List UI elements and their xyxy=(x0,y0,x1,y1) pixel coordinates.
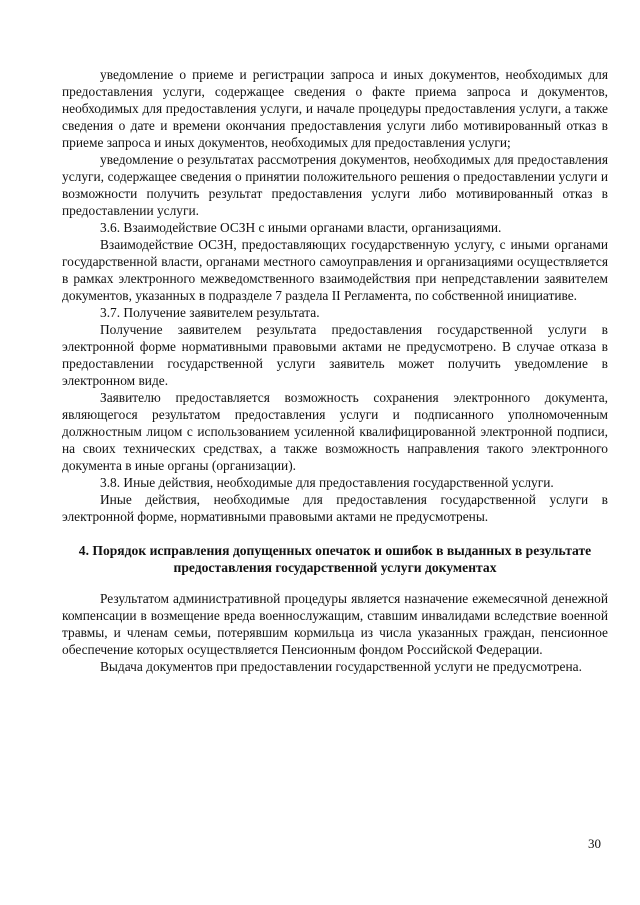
document-page xyxy=(62,66,608,675)
paragraph-save-document: Заявителю предоставляется возможность сохранения электронного документа, являющегося результатом предоставления услуги и подписанного уполномоченным должностным лицом с использованием усиленной квалифицированной электронной подписи, на своих технических средствах, а также возможность направления такого электронного документа в иные органы (организации). xyxy=(62,390,608,473)
subsection-3-7-title: 3.7. Получение заявителем результата. xyxy=(100,305,320,320)
subsection-3-8-title: 3.8. Иные действия, необходимые для предоставления государственной услуги. xyxy=(100,475,554,490)
subsection-3-6-title: 3.6. Взаимодействие ОСЗН с иными органами власти, организациями. xyxy=(100,220,502,235)
paragraph-procedure-result: Результатом административной процедуры является назначение ежемесячной денежной компенсации в возмещение вреда военнослужащим, ставшим инвалидами вследствие военной травмы, и членам семьи, потерявшим кормильца из числа указанных граждан, пенсионное обеспечение которых осуществляется Пенсионным фондом Российской Федерации. xyxy=(62,591,608,657)
paragraph-result-receipt: Получение заявителем результата предоставления государственной услуги в электронной форме нормативными правовыми актами не предусмотрено. В случае отказа в предоставлении государственной услуги заявитель может получить уведомление в электронном виде. xyxy=(62,322,608,388)
section-4-heading: 4. Порядок исправления допущенных опечаток и ошибок в выданных в результате предоставления государственной услуги документах xyxy=(78,543,592,575)
paragraph-document-issuance: Выдача документов при предоставлении государственной услуги не предусмотрена. xyxy=(100,659,582,674)
paragraph-notice-results: уведомление о результатах рассмотрения документов, необходимых для предоставления услуги, содержащее сведения о принятии положительного решения о предоставлении услуги и возможности получить результат предоставления услуги либо мотивированный отказ в предоставлении услуги. xyxy=(62,152,608,218)
paragraph-notice-registration: уведомление о приеме и регистрации запроса и иных документов, необходимых для предоставления услуги, содержащее сведения о факте приема запроса и документов, необходимых для предоставления услуги, и начале процедуры предоставления услуги, а также сведения о дате и времени окончания предоставления услуги либо мотивированный отказ в приеме запроса и иных документов, необходимых для предоставления услуги; xyxy=(62,67,608,150)
paragraph-interaction: Взаимодействие ОСЗН, предоставляющих государственную услугу, с иными органами государственной власти, органами местного самоуправления и организациями осуществляется в рамках электронного межведомственного взаимодействия при непредставлении заявителем документов, указанных в подразделе 7 раздела II Регламента, по собственной инициативе. xyxy=(62,237,608,303)
paragraph-other-actions: Иные действия, необходимые для предоставления государственной услуги в электронной форме, нормативными правовыми актами не предусмотрены. xyxy=(62,492,608,524)
page-number: 30 xyxy=(588,836,601,851)
